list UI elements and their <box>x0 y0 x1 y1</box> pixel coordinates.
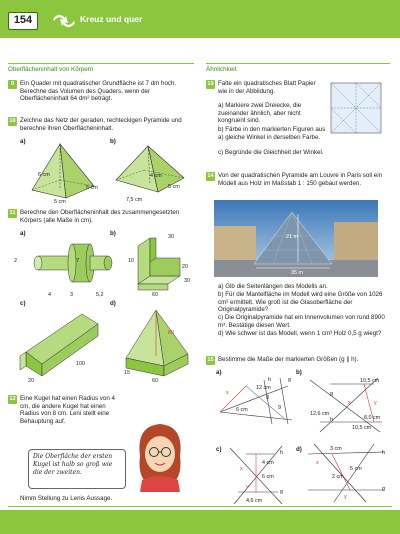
gc-y: y <box>246 484 249 490</box>
cyl-label-4: 4 <box>48 292 51 298</box>
task-text: Zeichne das Netz der geraden, rechteckigen Pyramide und berechne ihren Oberflächeninhalt. <box>20 117 182 132</box>
cyl-label-2: 2 <box>14 258 17 264</box>
task-number: 12 <box>9 396 16 402</box>
pyr-label-15: 15 <box>124 370 130 376</box>
hex-prism-c-figure <box>16 306 106 380</box>
cyl-label-3: 3 <box>70 292 73 298</box>
right-top-rule <box>206 63 390 64</box>
task-12 <box>8 395 124 429</box>
pyramid-b-side-1: 5 cm <box>168 184 180 190</box>
lshape-label-10: 10 <box>128 258 134 264</box>
pyr-label-80: 80 <box>168 330 174 336</box>
task-11d-label: d) <box>110 300 116 307</box>
gb-h: h <box>330 417 333 423</box>
task-number: 11 <box>9 210 16 216</box>
task-text: Ein Quader mit quadratischer Grundfläche ist 7 dm hoch. Berechne das Volumen des Quaders, wenn der Oberflächeninhalt 64 dm² beträgt. <box>20 80 177 103</box>
bottom-rule <box>8 506 392 507</box>
task-14d: d) Wie schwer ist das Modell, wenn 1 cm³ Holz 0,5 g wiegt? <box>218 330 382 337</box>
chapter-title: Kreuz und quer <box>80 14 143 24</box>
task-14b: b) Für die Mantelfläche im Modell wird eine Größe von 1026 cm² ermittelt. Wie groß ist die Glasoberfläche der Originalpyramide? <box>218 291 383 314</box>
ga-6cm: 6 cm <box>236 407 248 413</box>
task-15c-label: c) <box>216 446 222 453</box>
task-11a-label: a) <box>20 230 26 237</box>
photo-width-label: 35 m <box>291 270 303 276</box>
task-text: Von der quadratischen Pyramide am Louvre in Paris soll ein Modell aus Holz im Maßstab 1 : 150 gebaut werden. <box>218 172 383 187</box>
task-text: Falte ein quadratisches Blatt Papier wie in der Abbildung. <box>218 80 316 95</box>
hex-label-20: 20 <box>28 378 34 384</box>
task-text: Bestimme die Maße der markierten Größen (g ∥ h). <box>218 356 359 363</box>
lshape-label-20: 20 <box>182 264 188 270</box>
gc-h: h <box>280 450 283 456</box>
task-number: 14 <box>207 173 214 179</box>
pyramid-a-side-2: 5 cm <box>54 199 66 205</box>
gd-g: g <box>382 486 385 492</box>
gc-x: x <box>240 466 243 472</box>
cylinders-a-figure <box>24 240 114 292</box>
ga-9: 9 <box>278 405 281 411</box>
pyramid-a-figure <box>24 140 104 208</box>
task-13c: c) Begründe die Gleichheit der Winkel. <box>218 149 324 156</box>
gc-4-6cm: 4,6 cm <box>246 498 263 504</box>
pyramid-a-height: 6 cm <box>38 172 50 178</box>
lshape-label-60: 60 <box>152 292 158 298</box>
task-text: Eine Kugel hat einen Radius von 4 cm, die andere Kugel hat einen Radius von 8 cm. Leni stellt eine Behauptung auf. <box>20 395 115 425</box>
gb-12-6: 12,6 cm <box>310 411 330 417</box>
task-11b-label: b) <box>110 230 116 237</box>
cyl-label-5-2: 5,2 <box>96 292 104 298</box>
left-top-rule <box>8 63 194 64</box>
task-14c: c) Die Originalpyramide hat ein Innenvolumen von rund 8900 m³. Bestätige diesen Wert. <box>218 314 385 329</box>
task-15 <box>206 356 390 368</box>
ga-x: x <box>226 390 229 396</box>
task-9 <box>8 80 194 110</box>
arrows-logo-icon <box>52 13 76 29</box>
gb-10-5-top: 10,5 cm <box>360 378 380 384</box>
gd-y: y <box>344 494 347 500</box>
gc-6cm: 6 cm <box>262 474 274 480</box>
task-15a-label: a) <box>216 369 222 376</box>
pyramid-b-height: 4 cm <box>150 173 162 179</box>
pyr-label-60: 60 <box>152 378 158 384</box>
ga-12cm: 12 cm <box>256 385 271 391</box>
task-number: 10 <box>9 118 16 124</box>
task-10 <box>8 117 194 137</box>
gb-10-5-bottom: 10,5 cm <box>352 425 372 431</box>
task-11c-label: c) <box>20 300 26 307</box>
task-text: Berechne den Oberflächeninhalt des zusammengesetzten Körpers (alle Maße in cm). <box>20 209 180 224</box>
gb-8-0: 8,0 cm <box>364 415 381 421</box>
ga-y: y <box>270 416 273 422</box>
page-number: 154 <box>8 12 38 30</box>
girl-illustration <box>132 420 188 492</box>
task-12-closing: Nimm Stellung zu Lenis Aussage. <box>20 495 113 502</box>
gd-h: h <box>382 450 385 456</box>
right-section-title: Ähnlichkeit <box>206 66 237 73</box>
pyramid-b-figure <box>112 140 188 200</box>
pyramid-a-side-1: 5 cm <box>86 185 98 191</box>
lshape-label-30b: 30 <box>184 278 190 284</box>
pyramid-b-side-2: 7,5 cm <box>126 197 143 203</box>
gb-y: y <box>374 400 377 406</box>
task-14 <box>206 172 390 196</box>
gb-x: x <box>348 400 351 406</box>
pyramid-cube-d-figure <box>118 306 194 380</box>
gc-g: g <box>280 489 283 495</box>
left-section-title: Oberflächeninhalt von Körpern <box>8 66 94 73</box>
gb-g: g <box>330 391 333 397</box>
gc-4cm: 4 cm <box>262 460 274 466</box>
l-shape-b-figure <box>130 232 186 292</box>
speech-bubble: Die Oberfläche der ersten Kugel ist halb so groß wie die der zweiten. <box>28 449 126 489</box>
hex-label-100: 100 <box>76 361 85 367</box>
task-15d-label: d) <box>296 446 302 453</box>
ga-8: 8 <box>266 395 269 401</box>
gd-x: x <box>316 460 319 466</box>
footer-bar <box>0 510 400 534</box>
task-15b-label: b) <box>296 369 302 376</box>
task-number: 13 <box>207 81 214 87</box>
task-number: 15 <box>207 357 214 363</box>
ga-g: g <box>288 377 291 383</box>
task-11 <box>8 209 194 229</box>
task-10a-label: a) <box>20 138 26 145</box>
cyl-label-7: 7 <box>76 258 79 264</box>
task-14a: a) Gib die Seitenlängen des Modells an. <box>218 283 328 290</box>
folded-square-figure <box>330 82 382 134</box>
photo-height-label: 21 m <box>286 234 298 240</box>
task-13b: b) Färbe in den markierten Figuren aus a) gleiche Winkel in derselben Farbe. <box>218 126 326 141</box>
lshape-label-30: 30 <box>168 234 174 240</box>
gd-3cm: 3 cm <box>330 446 342 452</box>
gd-2cm: 2 cm <box>332 474 344 480</box>
geometry-a-figure <box>216 376 296 428</box>
task-10b-label: b) <box>110 138 116 145</box>
ga-h: h <box>268 377 271 383</box>
gd-5cm: 5 cm <box>350 466 362 472</box>
task-number: 9 <box>8 80 17 89</box>
task-13a: a) Markiere zwei Dreiecke, die zueinander ähnlich, aber nicht kongruent sind. <box>218 102 302 125</box>
